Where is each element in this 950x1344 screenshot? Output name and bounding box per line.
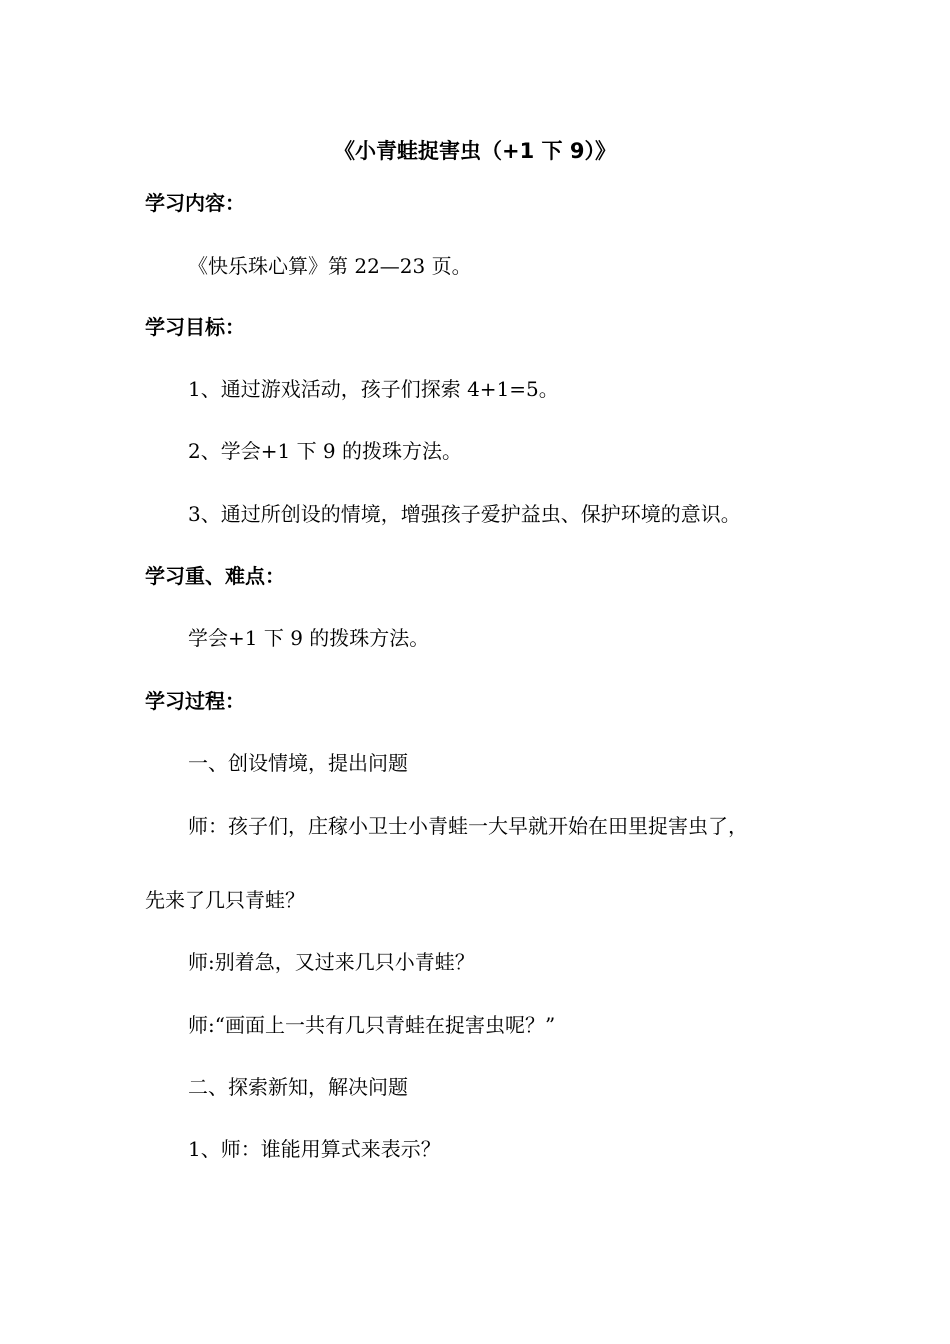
process-paragraph: 师:“画面上一共有几只青蛙在捉害虫呢？” [188, 1013, 556, 1037]
process-paragraph: 1、师：谁能用算式来表示？ [188, 1137, 441, 1161]
process-paragraph-continuation: 先来了几只青蛙？ [145, 888, 305, 912]
process-paragraph: 一、创设情境，提出问题 [188, 751, 408, 775]
section-heading-goals: 学习目标： [145, 315, 245, 339]
content-text: 《快乐珠心算》第 22—23 页。 [188, 254, 472, 278]
goal-item-2: 2、学会+1 下 9 的拨珠方法。 [188, 439, 463, 463]
key-points-text: 学会+1 下 9 的拨珠方法。 [188, 626, 430, 650]
section-heading-key-points: 学习重、难点： [145, 564, 285, 588]
goal-item-3: 3、通过所创设的情境，增强孩子爱护益虫、保护环境的意识。 [188, 502, 741, 526]
section-heading-process: 学习过程： [145, 689, 245, 713]
document-title: 《小青蛙捉害虫（+1 下 9）》 [334, 139, 616, 163]
process-paragraph: 师:别着急，又过来几只小青蛙？ [188, 950, 475, 974]
process-paragraph: 二、探索新知，解决问题 [188, 1075, 408, 1099]
section-heading-content: 学习内容： [145, 191, 245, 215]
process-paragraph: 师：孩子们，庄稼小卫士小青蛙一大早就开始在田里捉害虫了， [188, 814, 748, 838]
goal-item-1: 1、通过游戏活动，孩子们探索 4+1=5。 [188, 377, 559, 401]
